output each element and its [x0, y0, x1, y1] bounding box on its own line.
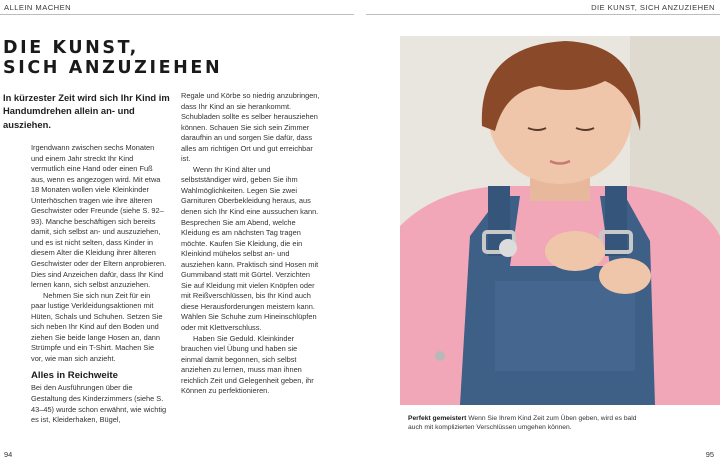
running-head-left: ALLEIN MACHEN	[4, 3, 72, 12]
child-illustration	[400, 36, 720, 405]
running-head-right: DIE KUNST, SICH ANZUZIEHEN	[591, 3, 715, 12]
lead-paragraph: In kürzester Zeit wird sich Ihr Kind im Handumdrehen allein an- und ausziehen.	[3, 92, 170, 130]
body-column-2	[181, 91, 321, 397]
photo-caption	[408, 414, 638, 432]
column2-paragraph-3: Haben Sie Geduld. Kleinkinder brauchen viel Übung und haben sie einmal damit begonnen, sich selbst anziehen zu lernen, muss man ihnen reichlich Zeit und Gelegenheit geben, ihr Können zu perfektionieren.	[181, 333, 314, 396]
body-column-1	[31, 143, 167, 426]
right-strap	[605, 186, 627, 256]
column2-paragraph-2: Wenn Ihr Kind älter und selbstständiger wird, geben Sie ihm Wahlmöglichkeiten. Legen Sie zwei Garnituren Oberbekleidung heraus, aus denen sich Ihr Kind eine aussuchen kann. Besprechen Sie am Abend, welche Kleidung es am nächsten Tag tragen möchte. Kaufen Sie Kleidung, die ein Kleinkind mühelos selbst an- und ausziehen kann. Praktisch sind Hosen mit Gummiband statt mit Gürtel. Verzichten Sie auf Kleidung mit vielen Knöpfen oder mit Reißverschlüssen, bis Ihr Kind auch diese Herausforderungen meistern kann. Wählen Sie Schuhe zum Hineinschlüpfen oder mit Klettverschluss.	[181, 164, 319, 333]
section-subheading: Alles in Reichweite	[31, 370, 118, 382]
overalls-button	[499, 239, 517, 257]
column1-paragraph-2: Nehmen Sie sich nun Zeit für ein paar lustige Verkleidungsaktionen mit Hüten, Schals und Schuhen. Setzen Sie sich neben Ihr Kind auf den Boden und ziehen Sie beide lange Hosen an, dann Strümpfe und ein T-Shirt. Machen Sie vor, wie man sich anzieht.	[31, 290, 163, 363]
child-dressing-photo	[400, 36, 720, 405]
header-rule-right	[366, 14, 720, 15]
page-number-left: 94	[4, 450, 13, 459]
caption-text: Wenn Sie Ihrem Kind Zeit zum Üben geben, wird es bald auch mit komplizierten Verschlüssen umgehen können.	[408, 415, 637, 432]
left-hand	[545, 231, 605, 271]
chapter-title-line-1: DIE KUNST,	[3, 38, 139, 58]
right-hand	[599, 258, 651, 294]
column1-paragraph-1: Irgendwann zwischen sechs Monaten und einem Jahr streckt Ihr Kind vermutlich eine Hand oder einen Fuß aus, wenn es angezogen wird. Mit etwa 18 Monaten wollen viele Kleinkinder Unterhöschen tragen wie ihre älteren Geschwister oder Freunde (siehe S. 92–93). Manche beschäftigen sich bereits damit, sich selbst an- und auszuziehen, und es ist nicht selten, dass Kinder in diesem Alter die Kleidung ihrer älteren Geschwister oder der Eltern anprobieren. Dies sind Anzeichen dafür, dass Ihr Kind lernen kann, sich selbst anzuziehen.	[31, 143, 167, 290]
chapter-title	[3, 38, 222, 78]
overalls-pocket	[495, 281, 635, 371]
header-rule-left	[0, 14, 354, 15]
rivet	[435, 351, 445, 361]
column2-paragraph-1: Regale und Körbe so niedrig anzubringen, dass Ihr Kind an sie herankommt. Schubladen sollte es selber herausziehen können. Schauen Sie sich sein Zimmer daraufhin an und sorgen Sie dafür, dass alles am richtigen Ort und gut erreichbar ist.	[181, 91, 320, 164]
column1-paragraph-3: Bei den Ausführungen über die Gestaltung des Kinderzimmers (siehe S. 43–45) wurde schon erwähnt, wie wichtig es ist, Kleiderhaken, Bügel,	[31, 383, 167, 425]
chapter-title-line-2: SICH ANZUZIEHEN	[3, 58, 223, 78]
caption-bold-lead: Perfekt gemeistert	[408, 415, 467, 422]
page-number-right: 95	[705, 450, 714, 459]
